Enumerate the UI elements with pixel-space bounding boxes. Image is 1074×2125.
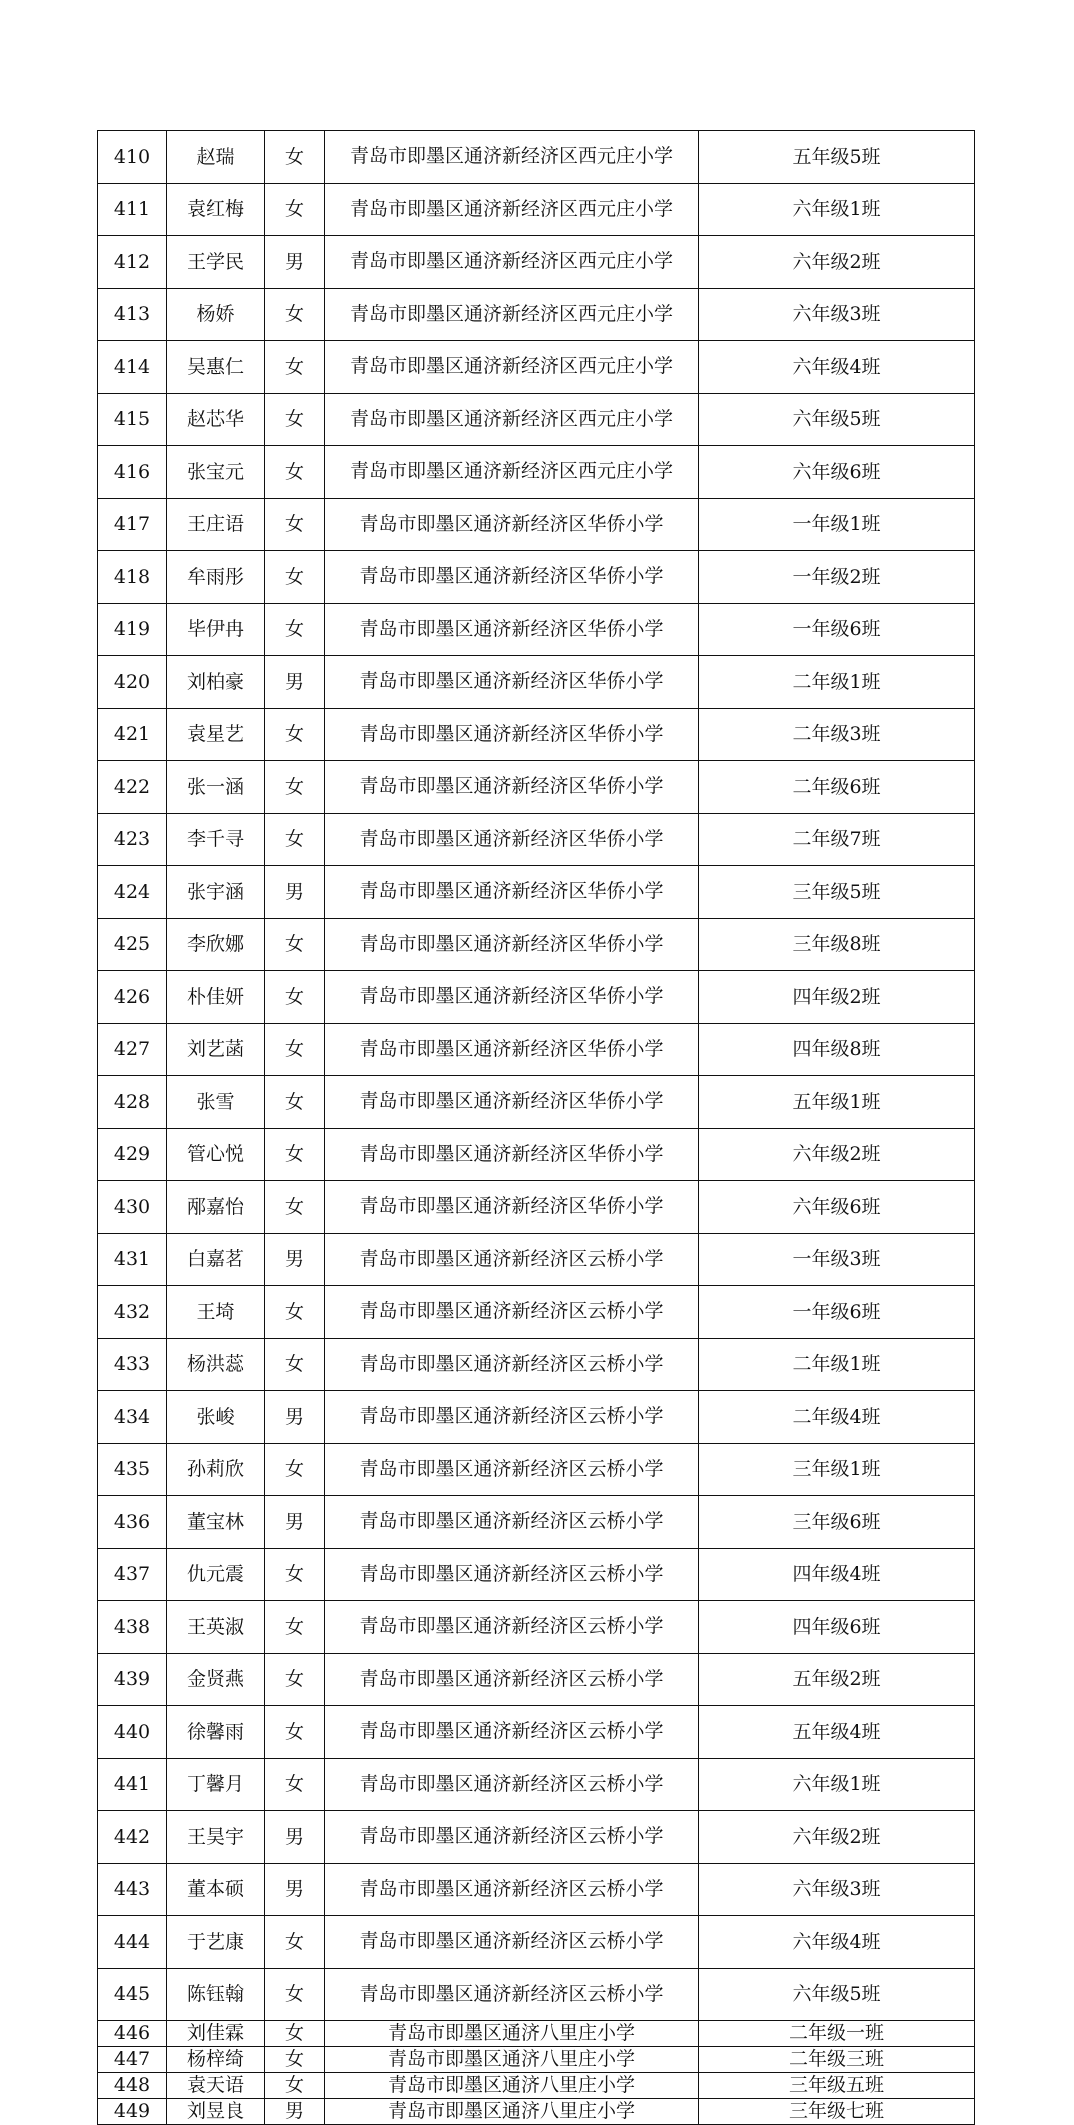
table-row [98, 1968, 975, 2021]
student-name: 徐馨雨 [167, 1706, 265, 1759]
student-name: 王英淑 [167, 1601, 265, 1654]
student-roster-table [97, 130, 975, 2125]
table-row [98, 236, 975, 289]
student-gender: 女 [265, 1758, 325, 1811]
school-name: 青岛市即墨区通济新经济区华侨小学 [325, 1181, 699, 1234]
student-gender: 女 [265, 2072, 325, 2098]
student-name: 刘佳霖 [167, 2021, 265, 2047]
student-gender: 女 [265, 1128, 325, 1181]
row-number: 439 [98, 1653, 167, 1706]
school-name: 青岛市即墨区通济新经济区华侨小学 [325, 1023, 699, 1076]
school-name: 青岛市即墨区通济新经济区华侨小学 [325, 761, 699, 814]
school-name: 青岛市即墨区通济八里庄小学 [325, 2098, 699, 2124]
table-row [98, 1496, 975, 1549]
table-row [98, 1181, 975, 1234]
student-name: 杨娇 [167, 288, 265, 341]
table-row [98, 393, 975, 446]
table-row [98, 1076, 975, 1129]
class-name: 二年级6班 [699, 761, 975, 814]
student-name: 陈钰翰 [167, 1968, 265, 2021]
school-name: 青岛市即墨区通济新经济区云桥小学 [325, 1548, 699, 1601]
class-name: 六年级4班 [699, 341, 975, 394]
table-row [98, 761, 975, 814]
class-name: 六年级6班 [699, 1181, 975, 1234]
student-name: 董宝林 [167, 1496, 265, 1549]
row-number: 441 [98, 1758, 167, 1811]
student-gender: 男 [265, 1811, 325, 1864]
row-number: 426 [98, 971, 167, 1024]
class-name: 六年级2班 [699, 1811, 975, 1864]
student-gender: 女 [265, 446, 325, 499]
student-name: 刘柏豪 [167, 656, 265, 709]
school-name: 青岛市即墨区通济新经济区华侨小学 [325, 708, 699, 761]
student-gender: 男 [265, 1863, 325, 1916]
student-name: 袁红梅 [167, 183, 265, 236]
school-name: 青岛市即墨区通济新经济区西元庄小学 [325, 183, 699, 236]
student-gender: 女 [265, 393, 325, 446]
school-name: 青岛市即墨区通济新经济区西元庄小学 [325, 131, 699, 184]
table-row [98, 918, 975, 971]
row-number: 449 [98, 2098, 167, 2124]
table-row [98, 1286, 975, 1339]
student-gender: 女 [265, 1548, 325, 1601]
school-name: 青岛市即墨区通济新经济区云桥小学 [325, 1338, 699, 1391]
student-name: 董本硕 [167, 1863, 265, 1916]
student-gender: 男 [265, 2098, 325, 2124]
class-name: 二年级1班 [699, 656, 975, 709]
row-number: 421 [98, 708, 167, 761]
student-name: 刘艺菡 [167, 1023, 265, 1076]
row-number: 414 [98, 341, 167, 394]
school-name: 青岛市即墨区通济新经济区华侨小学 [325, 1076, 699, 1129]
school-name: 青岛市即墨区通济新经济区华侨小学 [325, 918, 699, 971]
class-name: 一年级2班 [699, 551, 975, 604]
school-name: 青岛市即墨区通济八里庄小学 [325, 2021, 699, 2047]
table-row [98, 183, 975, 236]
student-gender: 女 [265, 1968, 325, 2021]
student-gender: 男 [265, 866, 325, 919]
class-name: 四年级8班 [699, 1023, 975, 1076]
table-row [98, 866, 975, 919]
class-name: 三年级五班 [699, 2072, 975, 2098]
school-name: 青岛市即墨区通济八里庄小学 [325, 2072, 699, 2098]
school-name: 青岛市即墨区通济新经济区华侨小学 [325, 656, 699, 709]
class-name: 二年级一班 [699, 2021, 975, 2047]
class-name: 三年级6班 [699, 1496, 975, 1549]
student-gender: 女 [265, 1653, 325, 1706]
school-name: 青岛市即墨区通济新经济区西元庄小学 [325, 393, 699, 446]
student-name: 管心悦 [167, 1128, 265, 1181]
student-name: 赵芯华 [167, 393, 265, 446]
class-name: 四年级6班 [699, 1601, 975, 1654]
class-name: 一年级3班 [699, 1233, 975, 1286]
school-name: 青岛市即墨区通济新经济区云桥小学 [325, 1758, 699, 1811]
school-name: 青岛市即墨区通济新经济区华侨小学 [325, 813, 699, 866]
row-number: 442 [98, 1811, 167, 1864]
student-gender: 男 [265, 1233, 325, 1286]
student-name: 张峻 [167, 1391, 265, 1444]
row-number: 420 [98, 656, 167, 709]
row-number: 434 [98, 1391, 167, 1444]
student-name: 杨洪蕊 [167, 1338, 265, 1391]
student-name: 于艺康 [167, 1916, 265, 1969]
student-gender: 女 [265, 2046, 325, 2072]
table-row [98, 1601, 975, 1654]
row-number: 446 [98, 2021, 167, 2047]
row-number: 443 [98, 1863, 167, 1916]
table-row [98, 341, 975, 394]
table-row [98, 1233, 975, 1286]
student-name: 刘昱良 [167, 2098, 265, 2124]
row-number: 432 [98, 1286, 167, 1339]
table-row [98, 1548, 975, 1601]
table-row [98, 1706, 975, 1759]
class-name: 二年级1班 [699, 1338, 975, 1391]
row-number: 438 [98, 1601, 167, 1654]
table-row [98, 288, 975, 341]
row-number: 436 [98, 1496, 167, 1549]
table-row [98, 1653, 975, 1706]
row-number: 444 [98, 1916, 167, 1969]
class-name: 三年级七班 [699, 2098, 975, 2124]
table-row [98, 2021, 975, 2047]
student-name: 张宝元 [167, 446, 265, 499]
student-gender: 女 [265, 1286, 325, 1339]
class-name: 一年级6班 [699, 1286, 975, 1339]
table-row [98, 1338, 975, 1391]
student-gender: 男 [265, 656, 325, 709]
student-gender: 男 [265, 1391, 325, 1444]
class-name: 五年级5班 [699, 131, 975, 184]
row-number: 417 [98, 498, 167, 551]
row-number: 415 [98, 393, 167, 446]
row-number: 433 [98, 1338, 167, 1391]
student-gender: 女 [265, 918, 325, 971]
school-name: 青岛市即墨区通济新经济区西元庄小学 [325, 236, 699, 289]
row-number: 448 [98, 2072, 167, 2098]
class-name: 六年级2班 [699, 1128, 975, 1181]
school-name: 青岛市即墨区通济新经济区云桥小学 [325, 1286, 699, 1339]
class-name: 六年级3班 [699, 288, 975, 341]
class-name: 三年级8班 [699, 918, 975, 971]
student-gender: 女 [265, 183, 325, 236]
class-name: 六年级2班 [699, 236, 975, 289]
class-name: 六年级1班 [699, 1758, 975, 1811]
table-row [98, 498, 975, 551]
class-name: 三年级5班 [699, 866, 975, 919]
row-number: 425 [98, 918, 167, 971]
student-name: 王庄语 [167, 498, 265, 551]
table-row [98, 1863, 975, 1916]
student-gender: 女 [265, 1023, 325, 1076]
school-name: 青岛市即墨区通济新经济区华侨小学 [325, 1128, 699, 1181]
class-name: 三年级1班 [699, 1443, 975, 1496]
row-number: 447 [98, 2046, 167, 2072]
student-name: 赵瑞 [167, 131, 265, 184]
row-number: 423 [98, 813, 167, 866]
row-number: 428 [98, 1076, 167, 1129]
row-number: 430 [98, 1181, 167, 1234]
roster-body [98, 131, 975, 2125]
row-number: 422 [98, 761, 167, 814]
row-number: 435 [98, 1443, 167, 1496]
class-name: 六年级5班 [699, 1968, 975, 2021]
school-name: 青岛市即墨区通济新经济区华侨小学 [325, 603, 699, 656]
school-name: 青岛市即墨区通济新经济区云桥小学 [325, 1916, 699, 1969]
class-name: 二年级7班 [699, 813, 975, 866]
school-name: 青岛市即墨区通济新经济区云桥小学 [325, 1811, 699, 1864]
school-name: 青岛市即墨区通济新经济区云桥小学 [325, 1233, 699, 1286]
school-name: 青岛市即墨区通济新经济区云桥小学 [325, 1863, 699, 1916]
row-number: 440 [98, 1706, 167, 1759]
school-name: 青岛市即墨区通济新经济区云桥小学 [325, 1601, 699, 1654]
table-row [98, 2098, 975, 2124]
student-gender: 女 [265, 288, 325, 341]
table-row [98, 1391, 975, 1444]
student-name: 张雪 [167, 1076, 265, 1129]
class-name: 六年级6班 [699, 446, 975, 499]
row-number: 424 [98, 866, 167, 919]
class-name: 二年级三班 [699, 2046, 975, 2072]
class-name: 五年级4班 [699, 1706, 975, 1759]
student-name: 吴惠仁 [167, 341, 265, 394]
school-name: 青岛市即墨区通济新经济区西元庄小学 [325, 446, 699, 499]
table-row [98, 551, 975, 604]
student-name: 袁星艺 [167, 708, 265, 761]
school-name: 青岛市即墨区通济新经济区西元庄小学 [325, 288, 699, 341]
student-name: 孙莉欣 [167, 1443, 265, 1496]
class-name: 一年级6班 [699, 603, 975, 656]
student-gender: 女 [265, 761, 325, 814]
row-number: 429 [98, 1128, 167, 1181]
class-name: 二年级3班 [699, 708, 975, 761]
table-row [98, 603, 975, 656]
row-number: 418 [98, 551, 167, 604]
school-name: 青岛市即墨区通济新经济区华侨小学 [325, 866, 699, 919]
school-name: 青岛市即墨区通济新经济区云桥小学 [325, 1706, 699, 1759]
class-name: 六年级5班 [699, 393, 975, 446]
student-name: 金贤燕 [167, 1653, 265, 1706]
student-gender: 女 [265, 341, 325, 394]
school-name: 青岛市即墨区通济新经济区云桥小学 [325, 1496, 699, 1549]
student-name: 王埼 [167, 1286, 265, 1339]
student-gender: 男 [265, 236, 325, 289]
school-name: 青岛市即墨区通济新经济区西元庄小学 [325, 341, 699, 394]
school-name: 青岛市即墨区通济新经济区华侨小学 [325, 971, 699, 1024]
row-number: 437 [98, 1548, 167, 1601]
table-row [98, 971, 975, 1024]
table-row [98, 1758, 975, 1811]
class-name: 六年级3班 [699, 1863, 975, 1916]
student-gender: 男 [265, 1496, 325, 1549]
class-name: 一年级1班 [699, 498, 975, 551]
student-name: 邴嘉怡 [167, 1181, 265, 1234]
table-row [98, 131, 975, 184]
row-number: 427 [98, 1023, 167, 1076]
student-name: 李欣娜 [167, 918, 265, 971]
table-row [98, 2072, 975, 2098]
table-row [98, 656, 975, 709]
student-gender: 女 [265, 131, 325, 184]
table-row [98, 1128, 975, 1181]
class-name: 四年级4班 [699, 1548, 975, 1601]
school-name: 青岛市即墨区通济新经济区华侨小学 [325, 498, 699, 551]
row-number: 419 [98, 603, 167, 656]
student-gender: 女 [265, 603, 325, 656]
table-row [98, 1443, 975, 1496]
row-number: 411 [98, 183, 167, 236]
class-name: 五年级1班 [699, 1076, 975, 1129]
student-name: 李千寻 [167, 813, 265, 866]
class-name: 六年级4班 [699, 1916, 975, 1969]
student-name: 牟雨彤 [167, 551, 265, 604]
student-gender: 女 [265, 1181, 325, 1234]
student-name: 仇元震 [167, 1548, 265, 1601]
table-row [98, 708, 975, 761]
class-name: 四年级2班 [699, 971, 975, 1024]
student-name: 张宇涵 [167, 866, 265, 919]
table-row [98, 446, 975, 499]
student-gender: 女 [265, 1443, 325, 1496]
school-name: 青岛市即墨区通济新经济区云桥小学 [325, 1653, 699, 1706]
school-name: 青岛市即墨区通济新经济区云桥小学 [325, 1443, 699, 1496]
student-gender: 女 [265, 1338, 325, 1391]
school-name: 青岛市即墨区通济新经济区云桥小学 [325, 1968, 699, 2021]
class-name: 五年级2班 [699, 1653, 975, 1706]
school-name: 青岛市即墨区通济新经济区华侨小学 [325, 551, 699, 604]
student-gender: 女 [265, 1601, 325, 1654]
table-row [98, 1023, 975, 1076]
student-name: 丁馨月 [167, 1758, 265, 1811]
class-name: 二年级4班 [699, 1391, 975, 1444]
class-name: 六年级1班 [699, 183, 975, 236]
student-name: 张一涵 [167, 761, 265, 814]
student-gender: 女 [265, 971, 325, 1024]
student-gender: 女 [265, 708, 325, 761]
row-number: 416 [98, 446, 167, 499]
table-row [98, 1811, 975, 1864]
student-name: 朴佳妍 [167, 971, 265, 1024]
student-name: 杨梓绮 [167, 2046, 265, 2072]
row-number: 412 [98, 236, 167, 289]
student-gender: 女 [265, 1076, 325, 1129]
student-name: 王昊宇 [167, 1811, 265, 1864]
row-number: 413 [98, 288, 167, 341]
student-name: 袁天语 [167, 2072, 265, 2098]
student-gender: 女 [265, 498, 325, 551]
student-name: 王学民 [167, 236, 265, 289]
row-number: 410 [98, 131, 167, 184]
student-gender: 女 [265, 2021, 325, 2047]
school-name: 青岛市即墨区通济新经济区云桥小学 [325, 1391, 699, 1444]
student-gender: 女 [265, 1916, 325, 1969]
student-name: 白嘉茗 [167, 1233, 265, 1286]
row-number: 431 [98, 1233, 167, 1286]
student-gender: 女 [265, 551, 325, 604]
row-number: 445 [98, 1968, 167, 2021]
student-name: 毕伊冉 [167, 603, 265, 656]
student-gender: 女 [265, 813, 325, 866]
school-name: 青岛市即墨区通济八里庄小学 [325, 2046, 699, 2072]
student-gender: 女 [265, 1706, 325, 1759]
table-row [98, 813, 975, 866]
table-row [98, 1916, 975, 1969]
table-row [98, 2046, 975, 2072]
